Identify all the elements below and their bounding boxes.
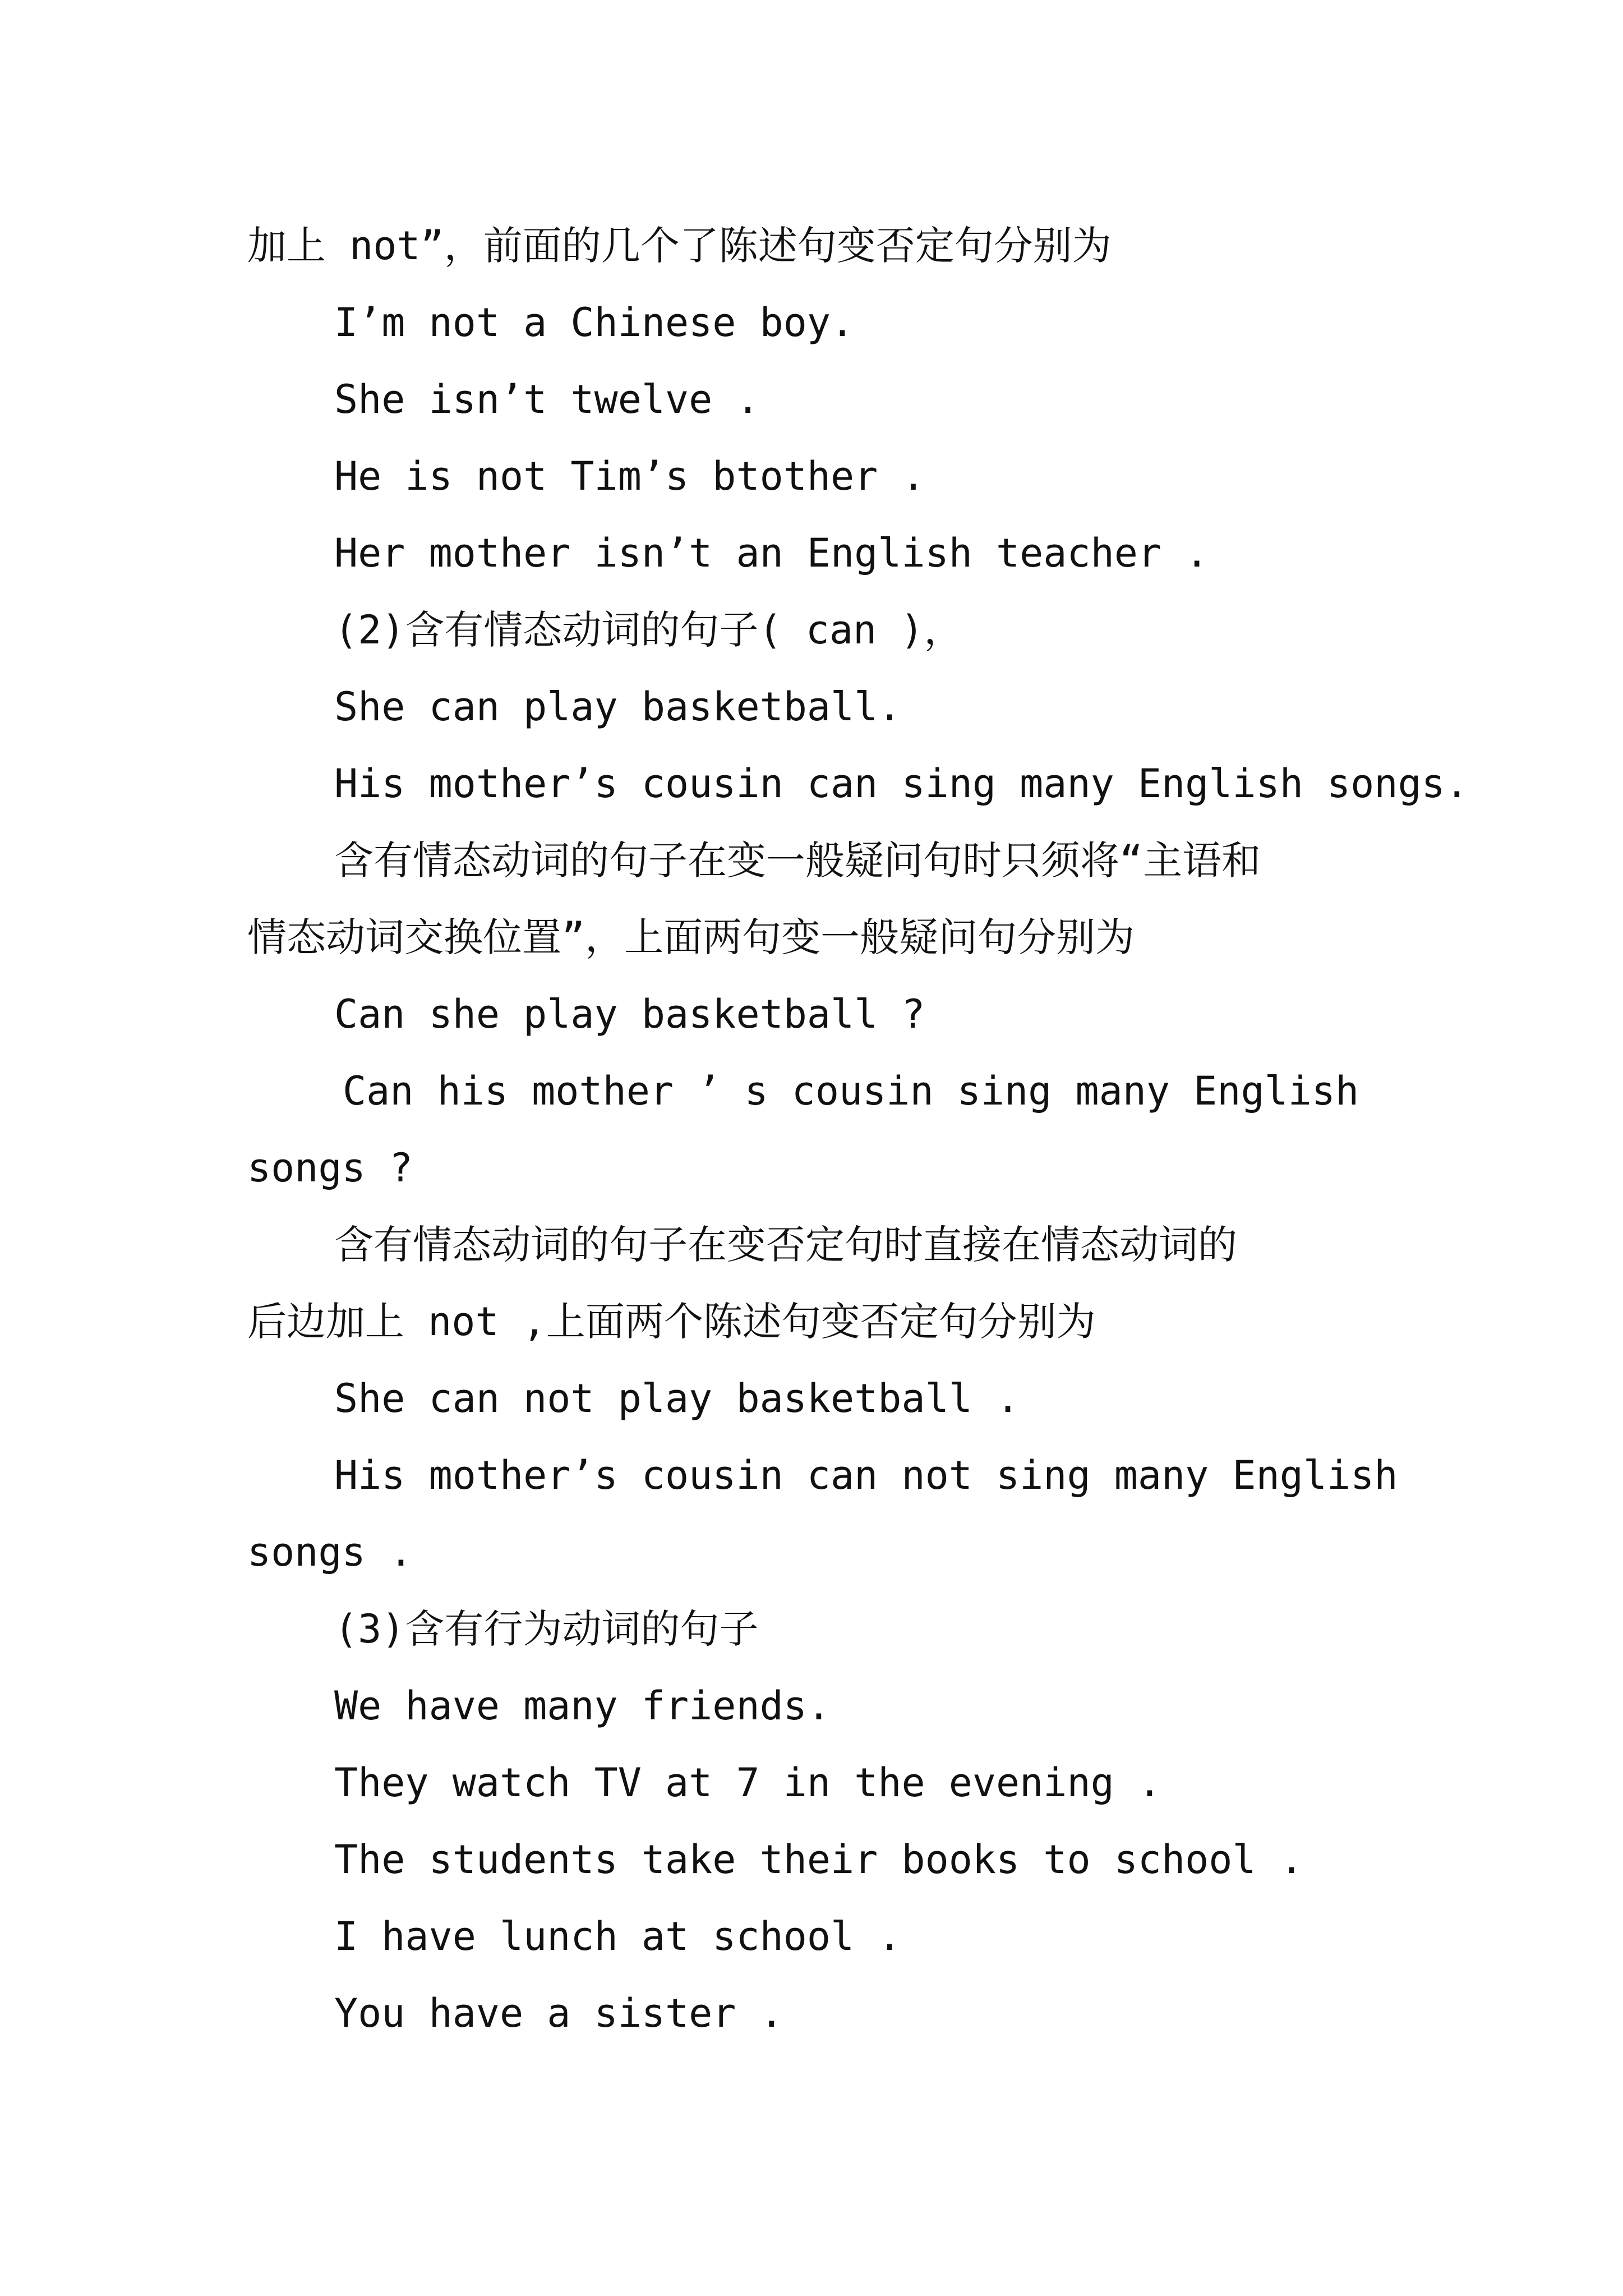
text-line: Her mother isn’t an English teacher .: [334, 530, 1209, 576]
text-line: 情态动词交换位置”，上面两句变一般疑问句分别为: [247, 914, 1135, 960]
text-line: 加上 not”，前面的几个了陈述句变否定句分别为: [247, 223, 1112, 269]
text-line: (3)含有行为动词的句子: [334, 1606, 759, 1652]
text-line: 含有情态动词的句子在变否定句时直接在情态动词的: [334, 1222, 1237, 1268]
text-line: Can she play basketball ?: [334, 991, 925, 1037]
text-line: songs .: [247, 1529, 413, 1575]
text-line: We have many friends.: [334, 1683, 831, 1729]
text-line: The students take their books to school .: [334, 1837, 1303, 1883]
text-line: She isn’t twelve .: [334, 376, 760, 422]
text-line: I have lunch at school .: [334, 1913, 902, 1959]
text-line: His mother’s cousin can not sing many English: [334, 1452, 1398, 1498]
text-line: She can not play basketball .: [334, 1375, 1020, 1421]
text-line: 含有情态动词的句子在变一般疑问句时只须将“主语和: [334, 838, 1261, 884]
text-line: 后边加上 not ,上面两个陈述句变否定句分别为: [247, 1299, 1096, 1345]
text-line: I’m not a Chinese boy.: [334, 300, 855, 346]
text-line: He is not Tim’s btother .: [334, 453, 925, 499]
text-line: They watch TV at 7 in the evening .: [334, 1760, 1162, 1806]
text-line: You have a sister .: [334, 1990, 783, 2036]
text-line: His mother’s cousin can sing many English songs.: [334, 761, 1469, 807]
text-line: songs ?: [247, 1145, 413, 1191]
document-body: [247, 208, 1469, 2052]
text-line: (2)含有情态动词的句子( can )，: [334, 607, 963, 653]
text-line: She can play basketball.: [334, 684, 902, 730]
text-line: Can his mother ’ s cousin sing many English: [343, 1068, 1359, 1114]
